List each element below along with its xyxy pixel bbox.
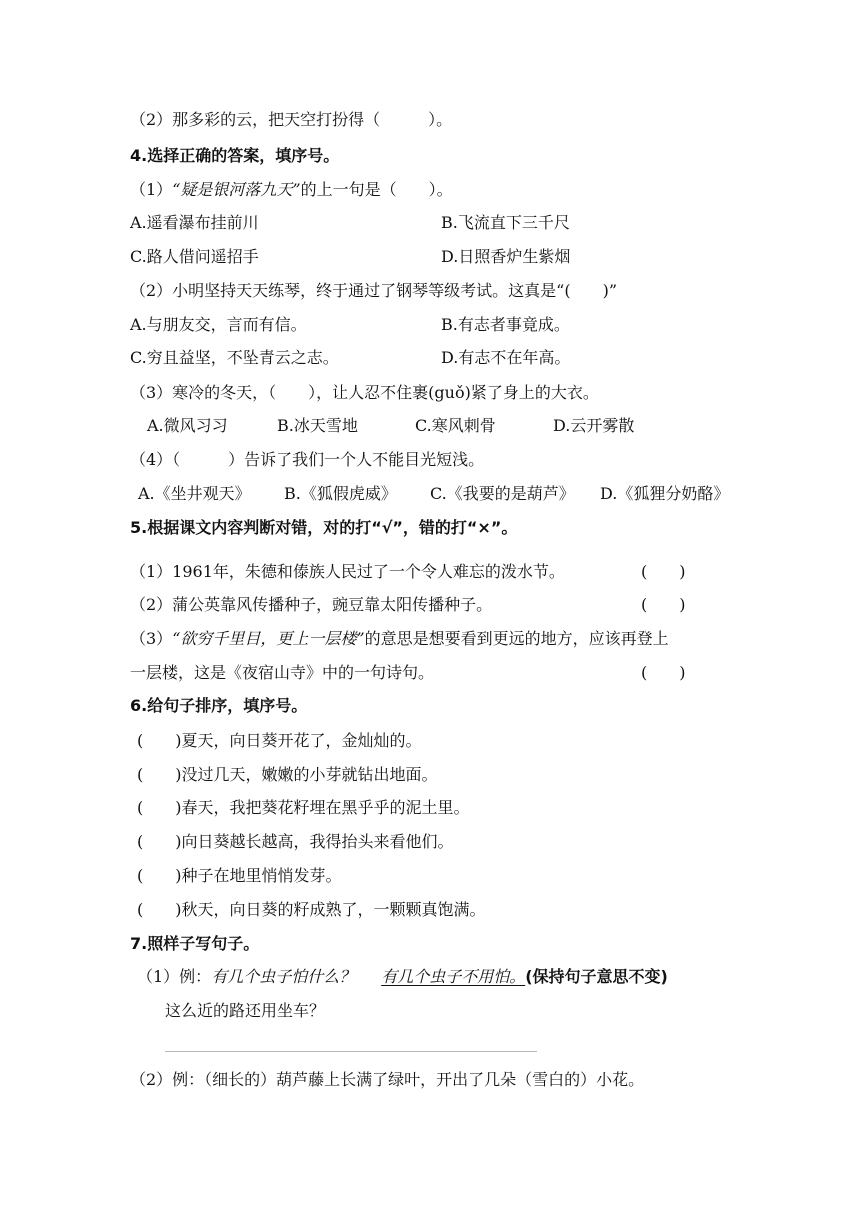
q6-item: ( )种子在地里悄悄发芽。 — [137, 866, 342, 885]
q7-s1-prefix: （1）例： — [137, 967, 212, 986]
q4-title: 4.选择正确的答案，填序号。 — [130, 146, 340, 165]
q4-q1-option-c: C.路人借问遥招手 — [130, 247, 259, 266]
q6-item: ( )春天，我把葵花籽埋在黑乎乎的泥土里。 — [137, 798, 470, 817]
q4-q2-option-d: D.有志不在年高。 — [441, 348, 571, 367]
q4-question-4: （4）（ ）告诉了我们一个人不能目光短浅。 — [130, 450, 485, 469]
q4-q3-option-b: B.冰天雪地 — [277, 416, 358, 435]
q5-answer-bracket-1: ( ) — [641, 562, 686, 581]
q5-s3-quote: “欲穷千里目，更上一层楼” — [172, 629, 365, 648]
q4-q2-option-a: A.与朋友交，言而有信。 — [130, 315, 307, 334]
q4-q2-option-c: C.穷且益坚，不坠青云之志。 — [130, 348, 339, 367]
q4-q1-quote: “疑是银河落九天” — [172, 180, 301, 199]
q5-answer-bracket-2: ( ) — [641, 595, 686, 614]
q7-example-2: （2）例：（细长的）葫芦藤上长满了绿叶，开出了几朵（雪白的）小花。 — [130, 1070, 645, 1089]
q7-s1-answer: 有几个虫子不用怕。 — [381, 967, 526, 986]
q3-sentence-2: （2）那多彩的云，把天空打扮得（ ）。 — [130, 110, 453, 129]
q7-title: 7.照样子写句子。 — [130, 934, 260, 953]
q5-title: 5.根据课文内容判断对错，对的打“√”，错的打“×”。 — [130, 518, 518, 537]
q4-question-3: （3）寒冷的冬天，（ ），让人忍不住裹(guǒ)紧了身上的大衣。 — [130, 383, 599, 402]
q4-question-1 — [130, 180, 453, 200]
q6-item: ( )夏天，向日葵开花了，金灿灿的。 — [137, 731, 422, 750]
q4-q1-prefix: （1） — [130, 180, 173, 199]
q4-q3-option-d: D.云开雾散 — [553, 416, 635, 435]
q4-q4-option-d: D.《狐狸分奶酪》 — [600, 484, 730, 503]
q4-q4-option-c: C.《我要的是葫芦》 — [430, 484, 575, 503]
q7-s1-note: (保持句子意思不变) — [525, 967, 668, 986]
q5-s3-suffix: 的意思是想要看到更远的地方，应该再登上 — [364, 629, 669, 648]
q5-statement-1: （1）1961年，朱德和傣族人民过了一个令人难忘的泼水节。 — [130, 562, 565, 581]
q4-q1-suffix: 的上一句是（ ）。 — [300, 180, 453, 199]
q4-q1-option-a: A.遥看瀑布挂前川 — [130, 213, 259, 232]
q4-q4-option-a: A.《坐井观天》 — [138, 484, 251, 503]
q6-item: ( )秋天，向日葵的籽成熟了，一颗颗真饱满。 — [137, 900, 486, 919]
answer-line[interactable] — [165, 1051, 537, 1052]
q6-item: ( )向日葵越长越高，我得抬头来看他们。 — [137, 832, 454, 851]
q5-statement-3 — [130, 629, 669, 649]
q7-s1-example: 有几个虫子怕什么？ — [211, 967, 356, 986]
q4-q3-option-c: C.寒风刺骨 — [415, 416, 496, 435]
q4-q1-option-d: D.日照香炉生紫烟 — [441, 247, 571, 266]
q5-answer-bracket-3: ( ) — [641, 663, 686, 682]
q7-example-1 — [137, 967, 668, 987]
q4-q2-option-b: B.有志者事竟成。 — [441, 315, 570, 334]
q4-question-2: （2）小明坚持天天练琴，终于通过了钢琴等级考试。这真是“( )” — [130, 281, 618, 300]
q7-s1-prompt: 这么近的路还用坐车？ — [165, 1001, 326, 1020]
q5-statement-2: （2）蒲公英靠风传播种子，豌豆靠太阳传播种子。 — [130, 595, 493, 614]
q4-q1-option-b: B.飞流直下三千尺 — [441, 213, 570, 232]
q6-item: ( )没过几天，嫩嫩的小芽就钻出地面。 — [137, 765, 438, 784]
q5-statement-3-line-2: 一层楼，这是《夜宿山寺》中的一句诗句。 — [130, 663, 435, 682]
q5-s3-prefix: （3） — [130, 629, 173, 648]
q4-q4-option-b: B.《狐假虎威》 — [284, 484, 397, 503]
q6-title: 6.给句子排序，填序号。 — [130, 696, 308, 715]
q4-q3-option-a: A.微风习习 — [147, 416, 228, 435]
